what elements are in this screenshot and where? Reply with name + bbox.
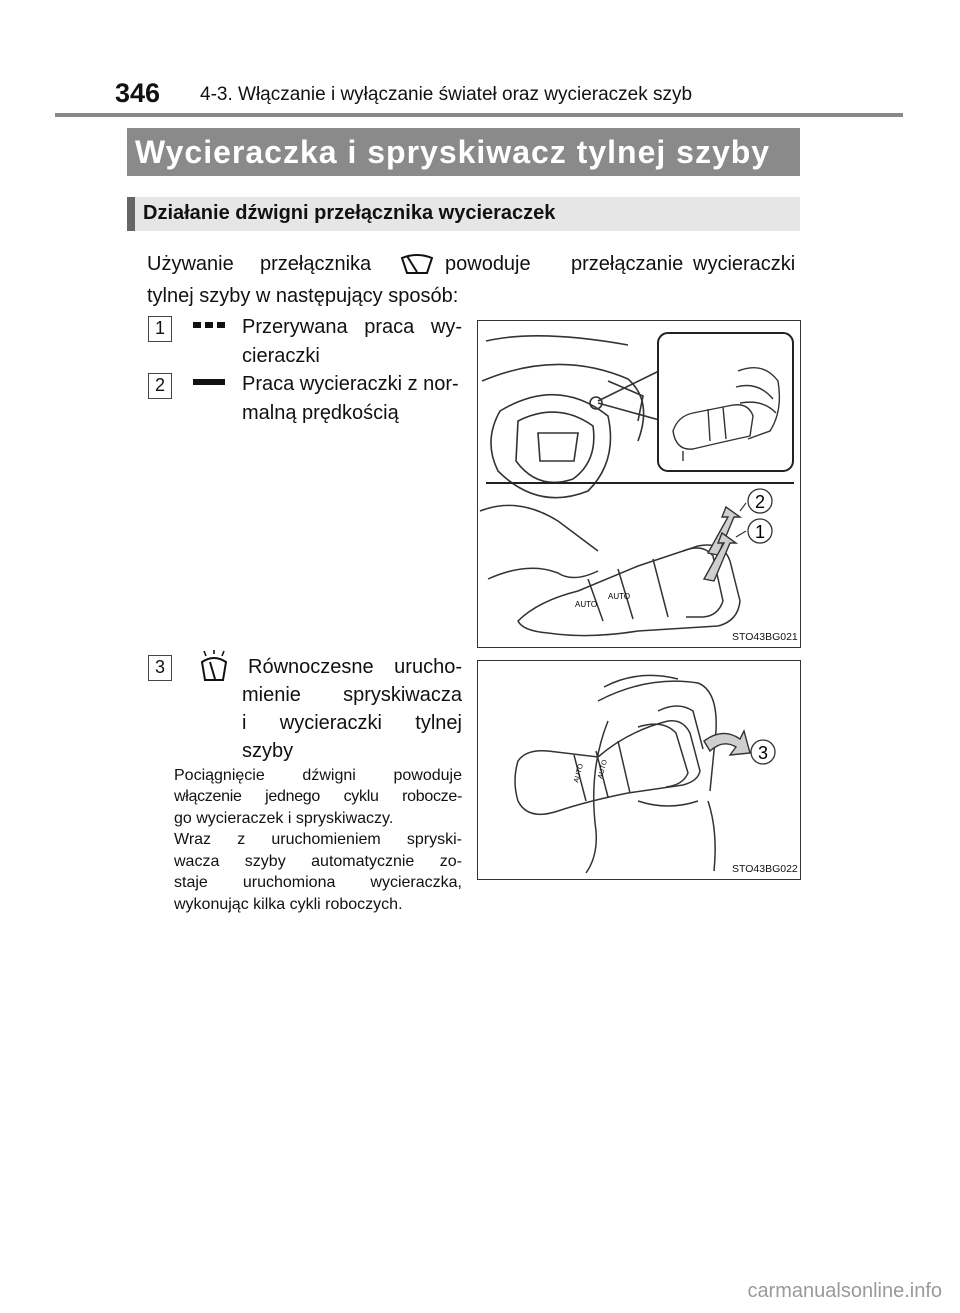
figure-1-caption: STO43BG021: [732, 631, 798, 643]
item-number-badge: 2: [148, 373, 172, 399]
intro-word: powoduje: [445, 253, 531, 275]
callout-number: 1: [754, 522, 766, 542]
note-line: włączenie jednego cyklu robocze-: [174, 788, 462, 805]
figure-2-caption: STO43BG022: [732, 863, 798, 875]
dial-text-auto: AUTO: [597, 759, 609, 780]
pull-arrow-icon: [704, 731, 750, 755]
normal-speed-symbol-icon: [193, 379, 225, 387]
intro-word: wycieraczki: [693, 253, 796, 275]
section-title: Wycieraczka i spryskiwacz tylnej szyby: [135, 134, 771, 170]
subsection-title: Działanie dźwigni przełącznika wycieraczek: [143, 202, 556, 224]
section-header-title: 4-3. Włączanie i wyłączanie świateł oraz wycieraczek szyb: [200, 84, 693, 105]
intro-word: przełączanie: [571, 253, 684, 275]
item-1-line-2: cieraczki: [242, 345, 320, 367]
item-3-line-4: szyby: [242, 740, 294, 762]
dial-text-auto: AUTO: [575, 600, 598, 609]
figure-2-illustration: [478, 661, 800, 879]
item-number-badge: 1: [148, 316, 172, 342]
item-3-line-1: Równoczesne urucho-: [248, 656, 462, 678]
item-3-line-3: i wycieraczki tylnej: [242, 712, 462, 734]
item-2-line-1: Praca wycieraczki z nor-: [242, 373, 459, 395]
dial-text-auto: AUTO: [608, 592, 631, 601]
note-line: Wraz z uruchomieniem spryski-: [174, 831, 462, 848]
dial-text-auto: AUTO: [573, 763, 585, 784]
intro-line-2: tylnej szyby w następujący sposób:: [147, 285, 459, 307]
rear-wiper-icon: [399, 251, 435, 277]
page-number: 346: [115, 78, 161, 108]
figure-lever-pull: [477, 660, 801, 880]
section-title-banner: [127, 128, 800, 176]
subsection-bar: [127, 197, 800, 231]
note-line: wykonując kilka cykli roboczych.: [174, 896, 403, 913]
item-1-line-1: Przerywana praca wy-: [242, 316, 462, 338]
item-number-badge: 3: [148, 655, 172, 681]
intro-word: przełącznika: [260, 253, 372, 275]
callout-number: 3: [757, 743, 769, 763]
figure-steering-wheel-lever: [477, 320, 801, 648]
note-line: wacza szyby automatycznie zo-: [174, 853, 462, 870]
intro-word: Używanie: [147, 253, 234, 275]
arrow-position-1-icon: [704, 533, 736, 581]
watermark: carmanualsonline.info: [747, 1280, 942, 1302]
note-line: staje uruchomiona wycieraczka,: [174, 874, 462, 891]
callout-number: 2: [754, 492, 766, 512]
note-line: go wycieraczek i spryskiwaczy.: [174, 810, 394, 827]
note-line: Pociągnięcie dźwigni powoduje: [174, 767, 462, 784]
intermittent-symbol-icon: [193, 322, 225, 330]
subsection-accent: [127, 197, 135, 231]
rear-washer-wiper-icon: [198, 650, 230, 684]
header-divider: [55, 113, 903, 117]
item-3-line-2: mienie spryskiwacza: [242, 684, 462, 706]
item-2-line-2: malną prędkością: [242, 402, 399, 424]
figure-1-illustration: [478, 321, 800, 647]
